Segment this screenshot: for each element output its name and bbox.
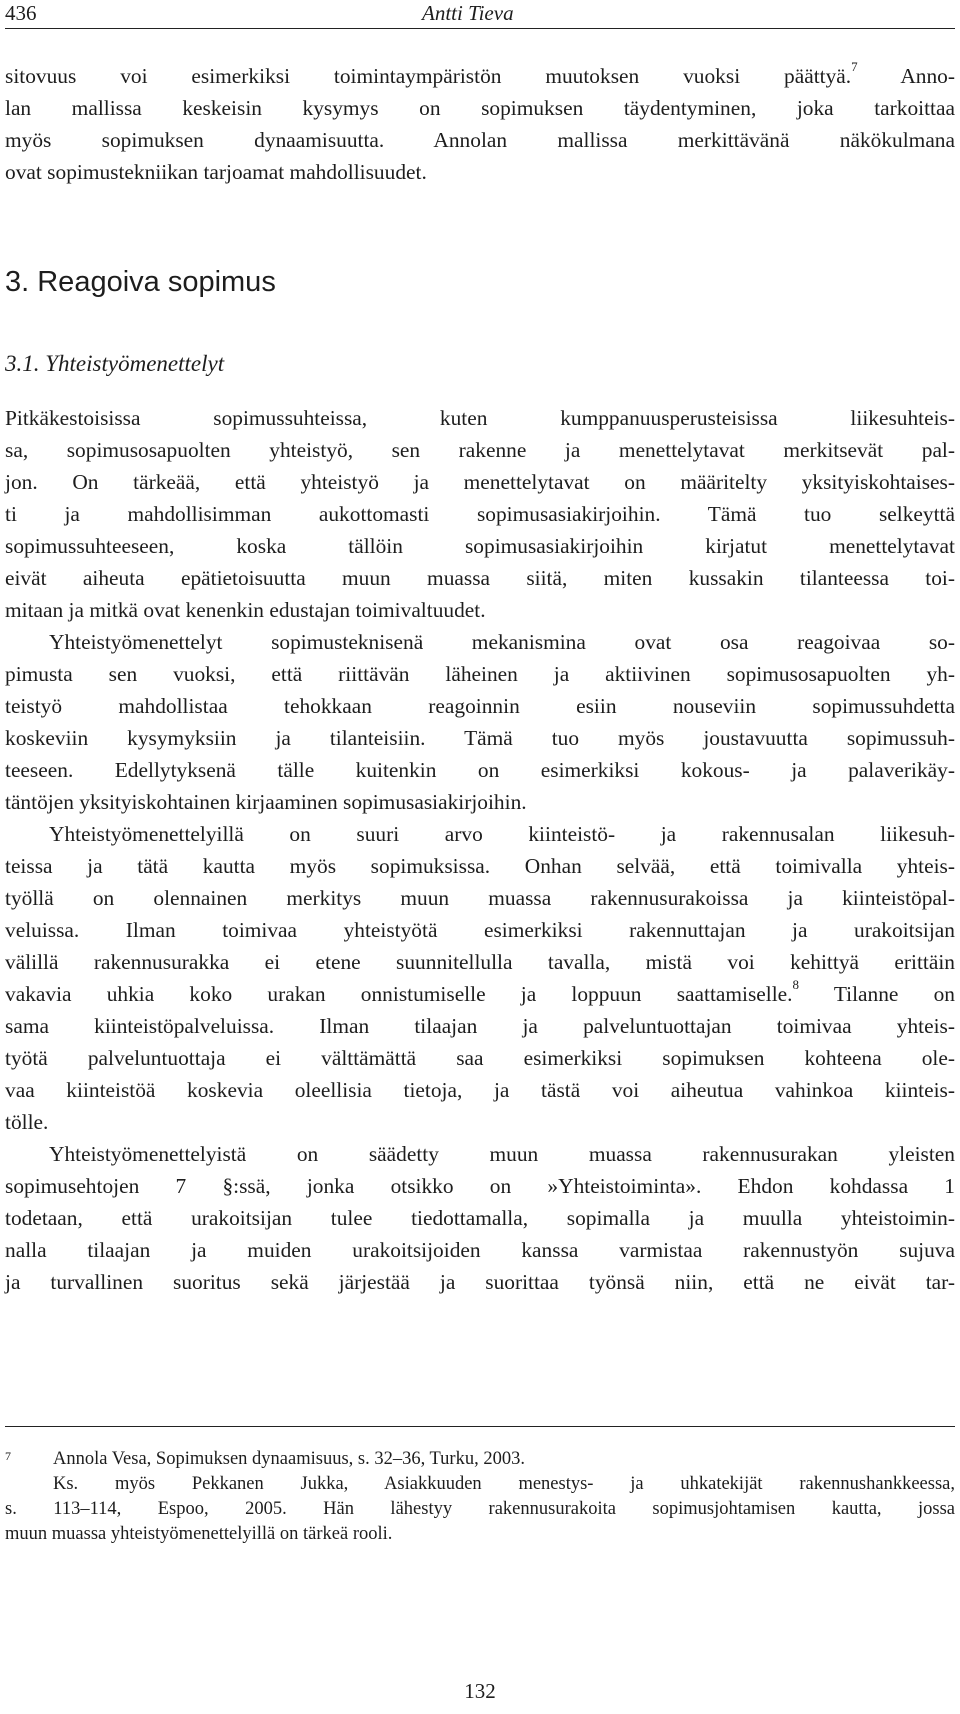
para3-line: veluissa. Ilman toimivaa yhteistyötä esimerkiksi rakennuttajan ja urakoitsijan: [5, 918, 955, 942]
footer-page-number: 132: [464, 1679, 496, 1703]
header-author: Antti Tieva: [422, 1, 514, 25]
para2-line: pimusta sen vuoksi, että riittävän läheinen ja aktiivinen sopimusosapuolten yh-: [5, 662, 955, 686]
para3-line: sama kiinteistöpalveluissa. Ilman tilaajan ja palveluntuottajan toimivaa yhteis-: [5, 1014, 955, 1038]
intro-line: lan mallissa keskeisin kysymys on sopimuksen täydentyminen, joka tarkoittaa: [5, 96, 955, 120]
para2-line: täntöjen yksityiskohtainen kirjaaminen sopimusasiakirjoihin.: [5, 790, 527, 814]
para4-line: todetaan, että urakoitsijan tulee tiedottamalla, sopimalla ja muulla yhteistoimin-: [5, 1206, 955, 1230]
para2-line: koskeviin kysymyksiin ja tilanteisiin. Tämä tuo myös joustavuutta sopimussuh-: [5, 726, 955, 750]
para3-line: vakavia uhkia koko urakan onnistumiselle ja loppuun saattamiselle.$^8$ Tilanne on: [5, 977, 956, 1006]
section-heading: 3. Reagoiva sopimus: [5, 266, 276, 298]
footnote-8: [5, 1472, 955, 1497]
running-header: [5, 0, 955, 27]
para1-line: mitaan ja mitkä ovat kenenkin edustajan toimivaltuudet.: [5, 598, 486, 622]
para3-line: Yhteistyömenettelyillä on suuri arvo kiinteistö- ja rakennusalan liikesuh-: [49, 822, 955, 846]
header-rule: [5, 28, 955, 29]
footnote-7: [5, 1447, 955, 1472]
subsection-heading: 3.1. Yhteistyömenettelyt: [5, 351, 225, 376]
footnote-ref-7[interactable]: 7: [851, 59, 858, 74]
para4-line: sopimusehtojen 7 §:ssä, jonka otsikko on »Yhteistoiminta». Ehdon kohdassa 1: [5, 1174, 955, 1198]
para3-line: välillä rakennusurakka ei etene suunnitellulla tavalla, mistä voi kehittyä erittäin: [5, 950, 955, 974]
para3-line: työllä on olennainen merkitys muun muassa rakennusurakoissa ja kiinteistöpal-: [5, 886, 955, 910]
para3-line: työtä palveluntuottaja ei välttämättä saa esimerkiksi sopimuksen kohteena ole-: [5, 1046, 955, 1070]
footnote-7-text: Annola Vesa, Sopimuksen dynaamisuus, s. 32–36, Turku, 2003.: [53, 1449, 525, 1469]
footnote-ref-8[interactable]: 8: [792, 977, 800, 992]
footnote-8-line: s. 113–114, Espoo, 2005. Hän lähestyy rakennusurakoita sopimusjohtamisen kautta, jossa: [5, 1499, 955, 1519]
para3-line: teissa ja tätä kautta myös sopimuksissa. Onhan selvää, että toimivalla yhteis-: [5, 854, 955, 878]
intro-line: sitovuus voi esimerkiksi toimintaympäristön muutoksen vuoksi päättyä.$^7$ Anno-: [5, 59, 955, 88]
para4-line: nalla tilaajan ja muiden urakoitsijoiden kanssa varmistaa rakennustyön sujuva: [5, 1238, 955, 1262]
para4-line: Yhteistyömenettelyistä on säädetty muun muassa rakennusurakan yleisten: [49, 1142, 955, 1166]
para4-line: ja turvallinen suoritus sekä järjestää ja suorittaa työnsä niin, että ne eivät tar-: [5, 1270, 955, 1294]
para3-line: vaa kiinteistöä koskevia oleellisia tietoja, ja tästä voi aiheutua vahinkoa kiinteis-: [5, 1078, 955, 1102]
para1-line: ti ja mahdollisimman aukottomasti sopimusasiakirjoihin. Tämä tuo selkeyttä: [5, 502, 955, 526]
footnote-8-line: muun muassa yhteistyömenettelyillä on tärkeä rooli.: [5, 1524, 393, 1544]
footnote-rule: [5, 1426, 955, 1427]
para2-line: Yhteistyömenettelyt sopimusteknisenä mekanismina ovat osa reagoivaa so-: [49, 630, 955, 654]
para1-line: sa, sopimusosapuolten yhteistyö, sen rakenne ja menettelytavat merkitsevät pal-: [5, 438, 955, 462]
footnote-mark-7: 7: [5, 1449, 11, 1463]
para1-line: sopimussuhteeseen, koska tällöin sopimusasiakirjoihin kirjatut menettelytavat: [5, 534, 955, 558]
para2-line: teeseen. Edellytyksenä tälle kuitenkin on esimerkiksi kokous- ja palaverikäy-: [5, 758, 955, 782]
para1-line: Pitkäkestoisissa sopimussuhteissa, kuten kumppanuusperusteisissa liikesuhteis-: [5, 406, 955, 430]
para2-line: teistyö mahdollistaa tehokkaan reagoinnin esiin nouseviin sopimussuhdetta: [5, 694, 955, 718]
footnote-8-line: Ks. myös Pekkanen Jukka, Asiakkuuden menestys- ja uhkatekijät rakennushankkeessa,: [53, 1474, 955, 1494]
intro-line: ovat sopimustekniikan tarjoamat mahdollisuudet.: [5, 160, 427, 184]
para3-line: tölle.: [5, 1110, 49, 1134]
header-page-number: 436: [5, 1, 37, 25]
intro-line: myös sopimuksen dynaamisuutta. Annolan mallissa merkittävänä näkökulmana: [5, 128, 955, 152]
para1-line: eivät aiheuta epätietoisuutta muun muassa siitä, miten kussakin tilanteessa toi-: [5, 566, 955, 590]
para1-line: jon. On tärkeää, että yhteistyö ja menettelytavat on määritelty yksityiskohtaises-: [5, 470, 955, 494]
